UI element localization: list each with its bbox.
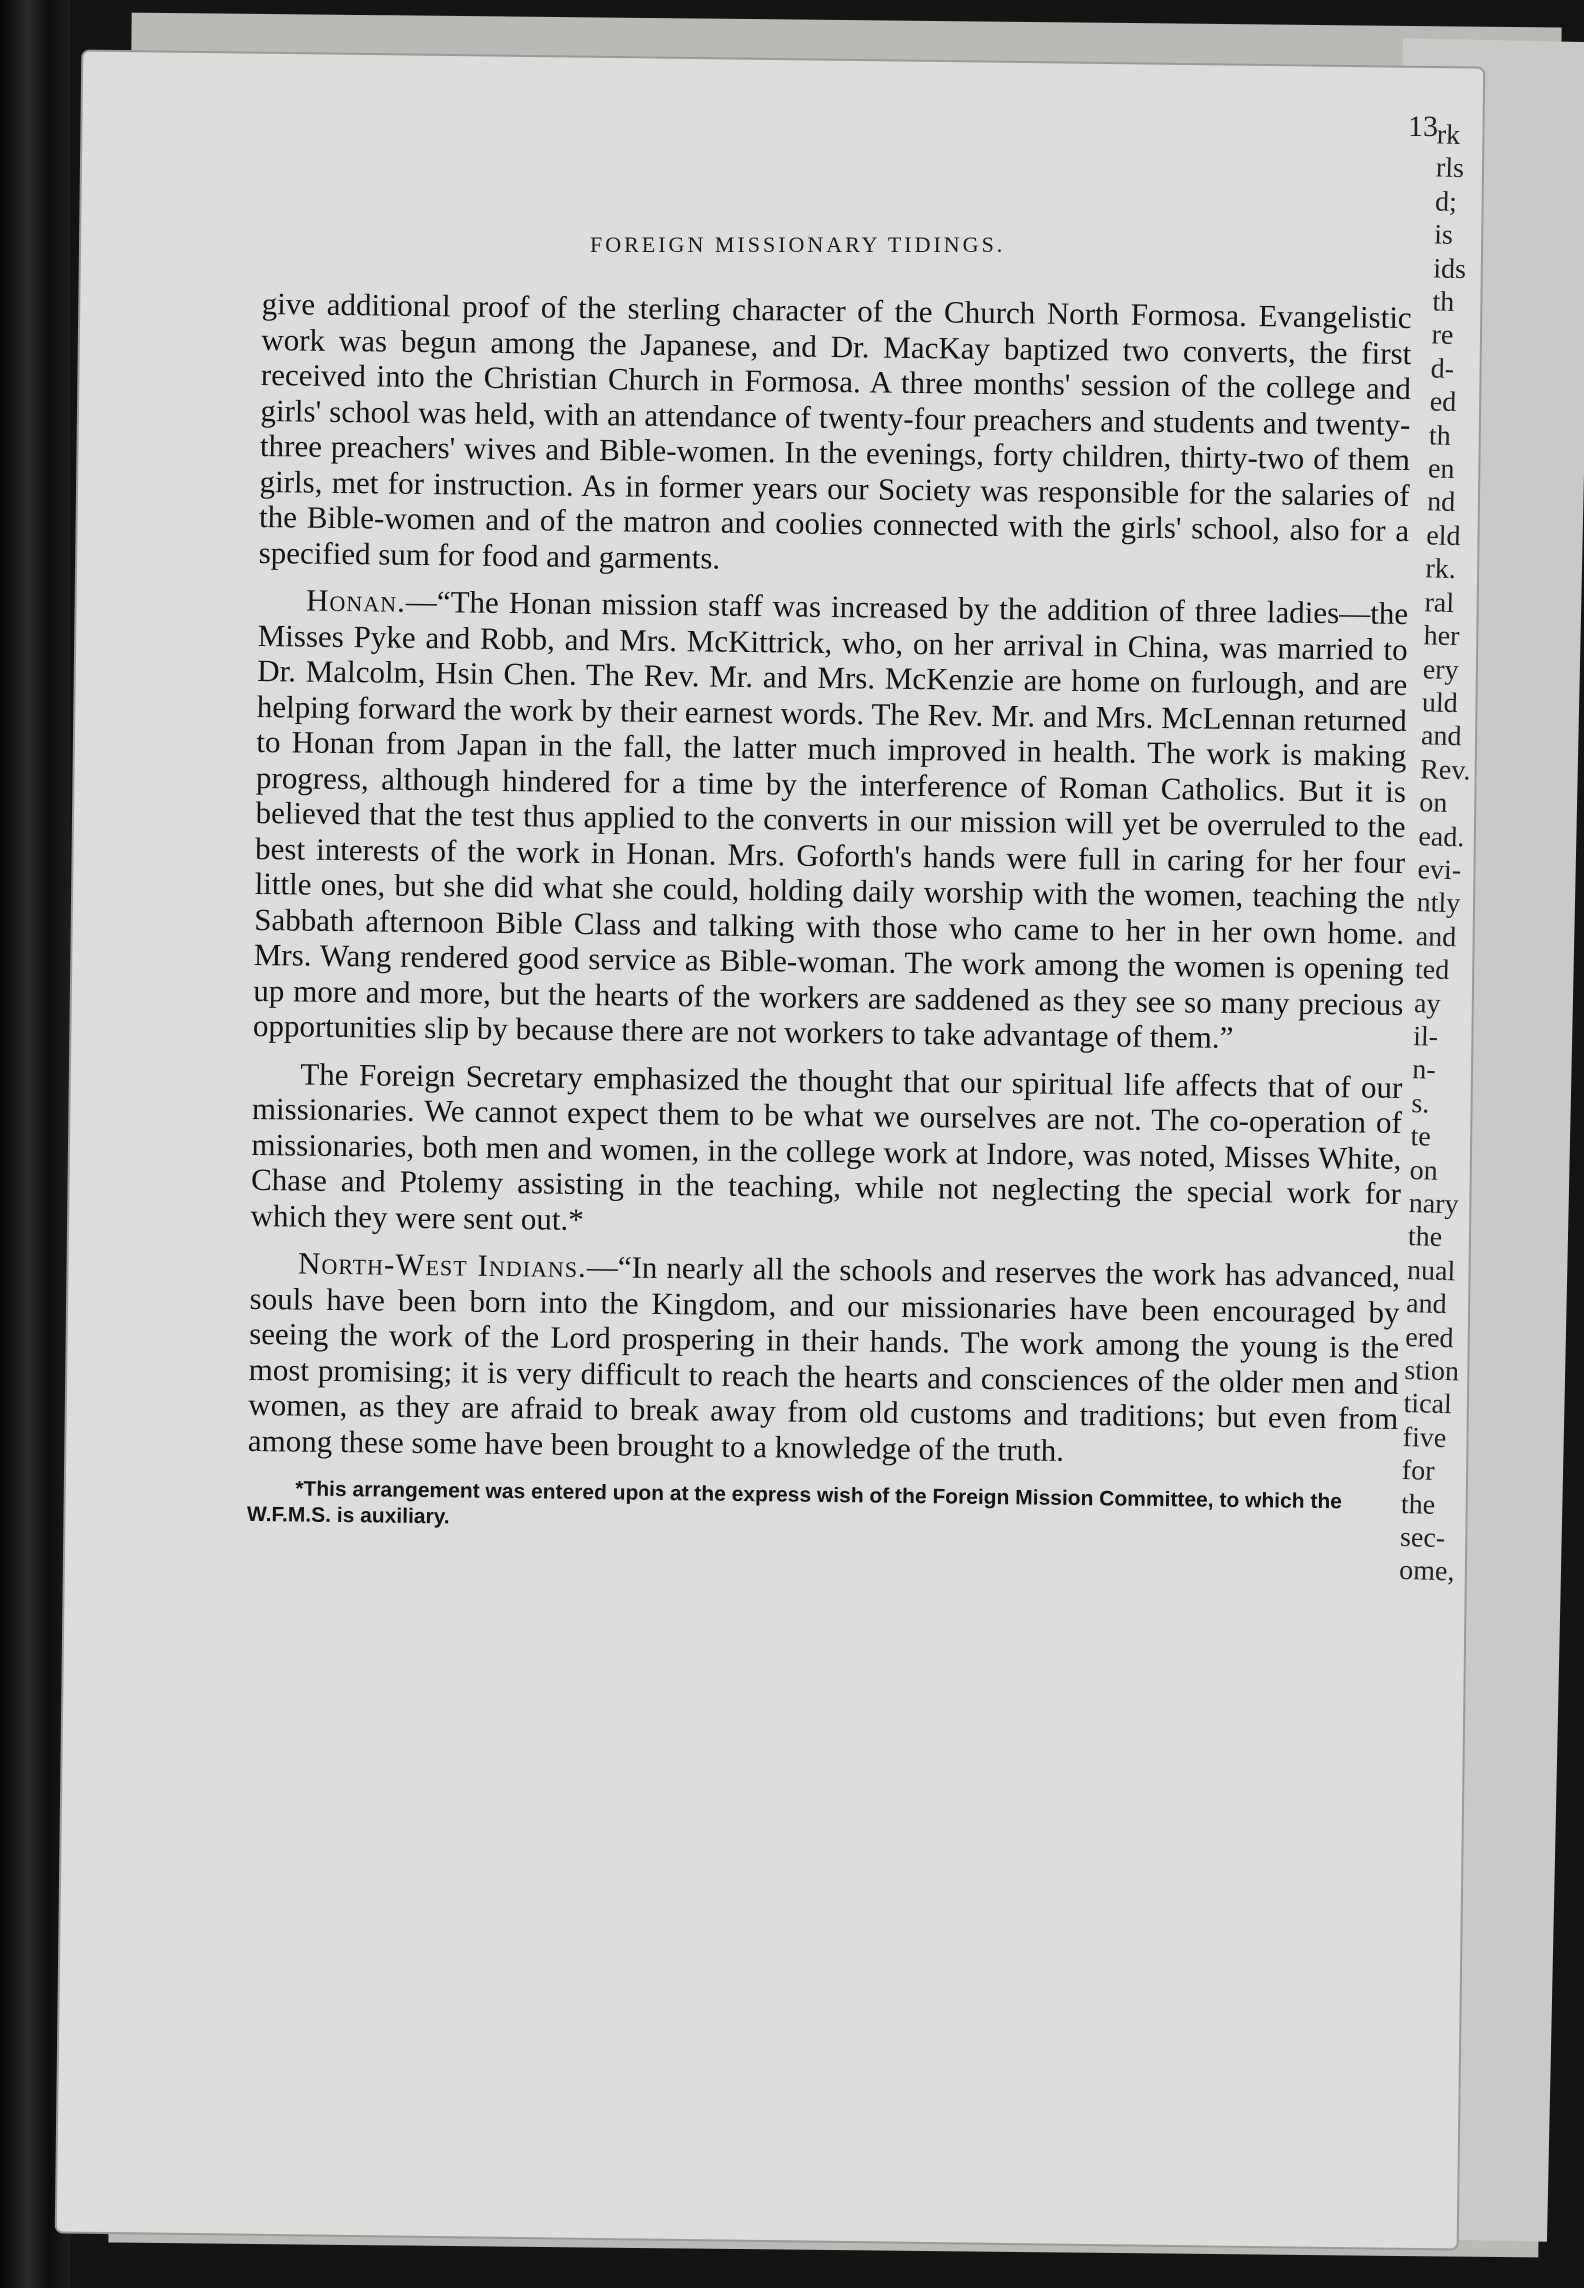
bleed-fragment: th — [1432, 286, 1455, 318]
paragraph-north-west-indians — [248, 1245, 1401, 1472]
paragraph-north-west-indians-text: —“In nearly all the schools and reserves the work has advanced, souls have been born into the Kingdom, and our missionaries have been encouraged by seeing the work of the Lord prospering in their hands. The work among the young is the most promising; it is very difficult to reach the hearts and consciences of the older men and women, as they are afraid to break away from old customs and traditions; but even from among these some have been brought to a knowledge of the truth. — [247, 1249, 1401, 1468]
bleed-fragment: en — [1427, 453, 1455, 486]
bleed-fragment: ted — [1414, 954, 1450, 987]
bleed-fragment: ery — [1422, 653, 1459, 686]
running-head: FOREIGN MISSIONARY TIDINGS. — [590, 232, 1006, 257]
bleed-fragment: n- — [1411, 1054, 1437, 1087]
bleed-fragment: ered — [1404, 1321, 1454, 1354]
paragraph-foreign-secretary: The Foreign Secretary emphasized the thought that our spiritual life affects that of our missionaries. We cannot expect them to be what we ourselves are not. The co-operation of missionaries, both men and women, in the college work at Indore, was noted, Misses White, Chase and Ptolemy assisting in the teaching, while not neglecting the special work for which they were sent out.* — [250, 1056, 1403, 1237]
bleed-fragment: five — [1402, 1421, 1447, 1454]
paragraph-formosa: give additional proof of the sterling character of the Church North Formosa. Evangelistic work was begun among the Japanese, and Dr. MacKay baptized two converts, the first received into the Christian Church in Formosa. A three months' session of the college and girls' school was held, with an attendance of twenty-four preachers and students and twenty-three preachers' wives and Bible-women. In the evenings, forty children, thirty-two of them girls, met for instruction. As in former years our Society was responsible for the salaries of the Bible-women and of the matron and coolies connected with the girls' school, also for a specified sum for food and garments. — [258, 286, 1412, 576]
bleed-fragment: uld — [1421, 687, 1459, 720]
bleed-fragment: il- — [1412, 1021, 1439, 1053]
bleed-fragment: ay — [1413, 987, 1441, 1020]
section-heading-north-west-indians: North-West Indians. — [297, 1245, 588, 1285]
bleed-fragment: her — [1423, 620, 1460, 653]
bleed-fragment: d- — [1430, 353, 1455, 385]
bleed-fragment: nd — [1426, 486, 1456, 519]
bleed-fragment: the — [1400, 1488, 1436, 1521]
bleed-fragment: and — [1420, 720, 1462, 753]
bleed-fragment: ids — [1432, 252, 1467, 285]
bleed-fragment: rk — [1436, 119, 1461, 152]
paragraph-honan — [253, 582, 1409, 1058]
bleed-fragment: ome, — [1398, 1555, 1455, 1588]
bleed-fragment: on — [1409, 1154, 1439, 1187]
bleed-fragment: and — [1415, 920, 1457, 953]
bleed-fragment: d; — [1434, 186, 1458, 218]
bleed-fragment: is — [1433, 219, 1454, 252]
paragraph-honan-text: —“The Honan mission staff was increased by the addition of three ladies—the Misses Pyke and Robb, and Mrs. McKittrick, who, on her arrival in China, was married to Dr. Malcolm, Hsin Chen. The Rev. Mr. and Mrs. McKenzie are home on furlough, and are helping forward the work by their earnest words. The Rev. Mr. and Mrs. McLennan returned to Honan from Japan in the fall, the latter much improved in health. The work is making progress, although hindered for a time by the interference of Roman Catholics. But it is believed that the test thus applied to the converts in our mission will yet be overruled to the best interests of the work in Honan. Mrs. Goforth's hands were full in caring for her four little ones, but she did what she could, holding daily worship with the women, teaching the Sabbath afternoon Bible Class and talking with those who came to her in her own home. Mrs. Wang rendered good service as Bible-woman. The work among the women is opening up more and more, but the hearts of the workers are saddened as they see so many precious opportunities slip by because there are not workers to take advantage of them.” — [252, 583, 1409, 1055]
bleed-fragment: stion — [1404, 1355, 1460, 1388]
page-number: 13 — [1408, 110, 1438, 143]
footnote: *This arrangement was entered upon at the express wish of the Foreign Mission Committee, to which the W.F.M.S. is auxiliary. — [246, 1477, 1343, 1529]
bleed-fragment: s. — [1411, 1087, 1430, 1120]
bleed-fragment: on — [1418, 787, 1448, 820]
bleed-fragment: nual — [1406, 1254, 1456, 1288]
bleed-fragment: ral — [1424, 586, 1455, 619]
bleed-fragment: rk. — [1425, 553, 1457, 586]
bleed-fragment: the — [1407, 1221, 1443, 1254]
bleed-fragment: and — [1405, 1288, 1448, 1321]
bleed-fragment: evi- — [1417, 854, 1462, 887]
bleed-fragment: sec- — [1399, 1522, 1446, 1555]
bleed-fragment: ntly — [1416, 887, 1461, 920]
bleed-fragment: for — [1401, 1455, 1435, 1488]
bleed-fragment: ed — [1429, 386, 1457, 419]
bleed-fragment: ead. — [1418, 820, 1465, 853]
bleed-fragment: nary — [1408, 1188, 1460, 1221]
bleed-fragment: rls — [1435, 152, 1465, 185]
bleed-fragment: eld — [1425, 520, 1461, 553]
bleed-fragment: re — [1431, 319, 1454, 352]
section-heading-honan: Honan. — [305, 582, 407, 619]
bleed-fragment: tical — [1403, 1388, 1453, 1421]
article-body — [247, 286, 1412, 1542]
bleed-fragment: th — [1428, 419, 1452, 452]
bleed-fragment: Rev. — [1419, 753, 1471, 787]
bleed-fragment: te — [1410, 1121, 1432, 1153]
